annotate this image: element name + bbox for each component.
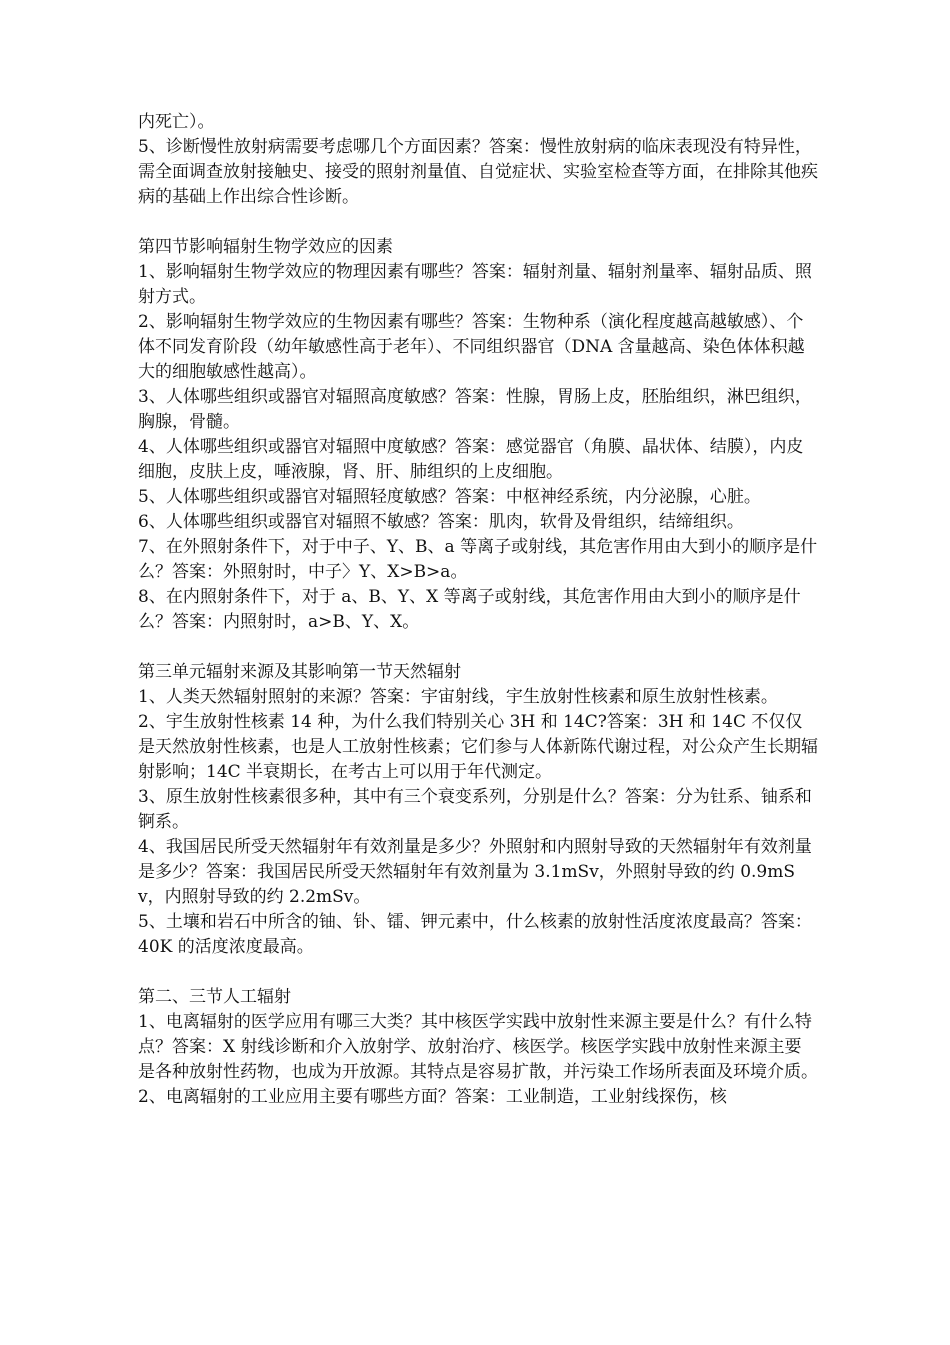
paragraph: 4、我国居民所受天然辐射年有效剂量是多少？外照射和内照射导致的天然辐射年有效剂量是多少？答案：我国居民所受天然辐射年有效剂量为 3.1mSv，外照射导致的约 0.9mSv，内照射导致的约 2.2mSv。 (138, 837, 812, 907)
paragraph: 4、人体哪些组织或器官对辐照中度敏感？答案：感觉器官（角膜、晶状体、结膜），内皮细胞，皮肤上皮，唾液腺，肾、肝、肺组织的上皮细胞。 (138, 437, 804, 482)
paragraph: 7、在外照射条件下，对于中子、Y、B、a 等离子或射线，其危害作用由大到小的顺序是什么？答案：外照射时，中子〉Y、X>B>a。 (138, 537, 818, 582)
paragraph: 1、影响辐射生物学效应的物理因素有哪些？答案：辐射剂量、辐射剂量率、辐射品质、照射方式。 (138, 262, 812, 307)
paragraph: 2、电离辐射的工业应用主要有哪些方面？答案：工业制造，工业射线探伤，核 (138, 1087, 727, 1107)
paragraph: 内死亡）。 (138, 112, 215, 132)
paragraph: 6、人体哪些组织或器官对辐照不敏感？答案：肌肉，软骨及骨组织，结缔组织。 (138, 512, 744, 532)
paragraph: 5、土壤和岩石中所含的铀、钋、镭、钾元素中，什么核素的放射性活度浓度最高？答案：40K 的活度浓度最高。 (138, 912, 812, 957)
paragraph: 2、宇生放射性核素 14 种，为什么我们特别关心 3H 和 14C?答案：3H 和 14C 不仅仅是天然放射性核素，也是人工放射性核素；它们参与人体新陈代谢过程，对公众产生长期辐射影响；14C 半衰期长，在考古上可以用于年代测定。 (138, 712, 818, 782)
section-heading: 第二、三节人工辐射 (138, 987, 291, 1007)
paragraph: 5、诊断慢性放射病需要考虑哪几个方面因素？答案：慢性放射病的临床表现没有特异性，需全面调查放射接触史、接受的照射剂量值、自觉症状、实验室检查等方面，在排除其他疾病的基础上作出综合性诊断。 (138, 137, 818, 207)
section-heading: 第三单元辐射来源及其影响第一节天然辐射 (138, 662, 461, 682)
paragraph: 3、原生放射性核素很多种，其中有三个衰变系列，分别是什么？答案：分为钍系、铀系和锕系。 (138, 787, 812, 832)
paragraph: 5、人体哪些组织或器官对辐照轻度敏感？答案：中枢神经系统，内分泌腺，心脏。 (138, 487, 761, 507)
paragraph: 1、电离辐射的医学应用有哪三大类？其中核医学实践中放射性来源主要是什么？有什么特点？答案：X 射线诊断和介入放射学、放射治疗、核医学。核医学实践中放射性来源主要是各种放射性药物，也成为开放源。其特点是容易扩散，并污染工作场所表面及环境介质。 (138, 1012, 818, 1082)
paragraph: 3、人体哪些组织或器官对辐照高度敏感？答案：性腺，胃肠上皮，胚胎组织，淋巴组织，胸腺，骨髓。 (138, 387, 812, 432)
paragraph: 2、影响辐射生物学效应的生物因素有哪些？答案：生物种系（演化程度越高越敏感）、个体不同发育阶段（幼年敏感性高于老年）、不同组织器官（DNA 含量越高、染色体体积越大的细胞敏感性越高）。 (138, 312, 805, 382)
paragraph: 8、在内照射条件下，对于 a、B、Y、X 等离子或射线，其危害作用由大到小的顺序是什么？答案：内照射时，a>B、Y、X。 (138, 587, 801, 632)
section-heading: 第四节影响辐射生物学效应的因素 (138, 237, 393, 257)
document-page (138, 110, 818, 1110)
paragraph: 1、人类天然辐射照射的来源？答案：宇宙射线，宇生放射性核素和原生放射性核素。 (138, 687, 778, 707)
